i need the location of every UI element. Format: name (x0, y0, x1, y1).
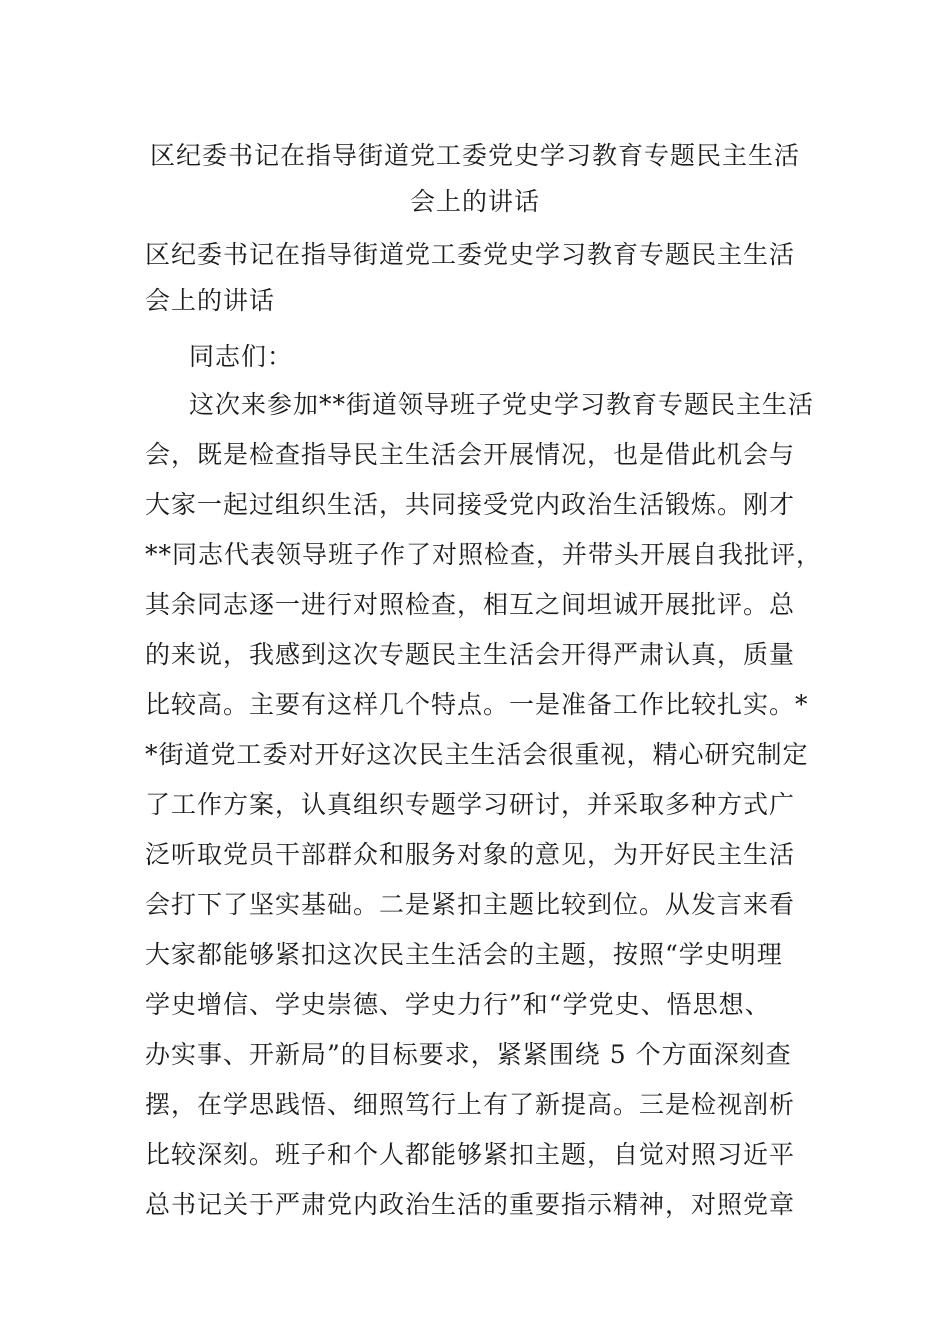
heading-line-2: 会上的讲话 (145, 286, 276, 315)
heading-line-1: 区纪委书记在指导街道党工委党史学习教育专题民主生活 (145, 240, 796, 269)
body-line: 比较高。主要有这样几个特点。一是准备工作比较扎实。* (145, 690, 809, 719)
title-line-2: 会上的讲话 (409, 187, 540, 216)
body-line: 大家都能够紧扣这次民主生活会的主题，按照“学史明理 (145, 940, 783, 969)
body-line: 大家一起过组织生活，共同接受党内政治生活锻炼。刚才 (145, 490, 796, 519)
body-line: 会打下了坚实基础。二是紧扣主题比较到位。从发言来看 (145, 890, 796, 919)
body-line: 学史增信、学史崇德、学史力行”和“学党史、悟思想、 (145, 990, 771, 1019)
body-line: 比较深刻。班子和个人都能够紧扣主题，自觉对照习近平 (145, 1140, 796, 1169)
body-line: 总书记关于严肃党内政治生活的重要指示精神，对照党章 (145, 1190, 796, 1219)
document-heading (145, 232, 815, 324)
body-line: 其余同志逐一进行对照检查，相互之间坦诚开展批评。总 (145, 590, 796, 619)
body-line: *街道党工委对开好这次民主生活会很重视，精心研究制定 (145, 740, 809, 769)
body-line: 了工作方案，认真组织专题学习研讨，并采取多种方式广 (145, 790, 796, 819)
body-line: 会，既是检查指导民主生活会开展情况，也是借此机会与 (145, 440, 796, 469)
body-line: 的来说，我感到这次专题民主生活会开得严肃认真，质量 (145, 640, 796, 669)
document-title (120, 133, 830, 225)
body-line: 摆，在学思践悟、细照笃行上有了新提高。三是检视剖析 (145, 1090, 796, 1119)
body-line: 这次来参加**街道领导班子党史学习教育专题民主生活 (189, 390, 815, 419)
title-line-1: 区纪委书记在指导街道党工委党史学习教育专题民主生活 (149, 141, 800, 170)
body-paragraph (145, 380, 823, 1230)
body-line: 办实事、开新局”的目标要求，紧紧围绕 5 个方面深刻查 (145, 1040, 792, 1069)
salutation: 同志们： (189, 342, 294, 371)
body-line: **同志代表领导班子作了对照检查，并带头开展自我批评， (145, 540, 823, 569)
body-line: 泛听取党员干部群众和服务对象的意见，为开好民主生活 (145, 840, 796, 869)
